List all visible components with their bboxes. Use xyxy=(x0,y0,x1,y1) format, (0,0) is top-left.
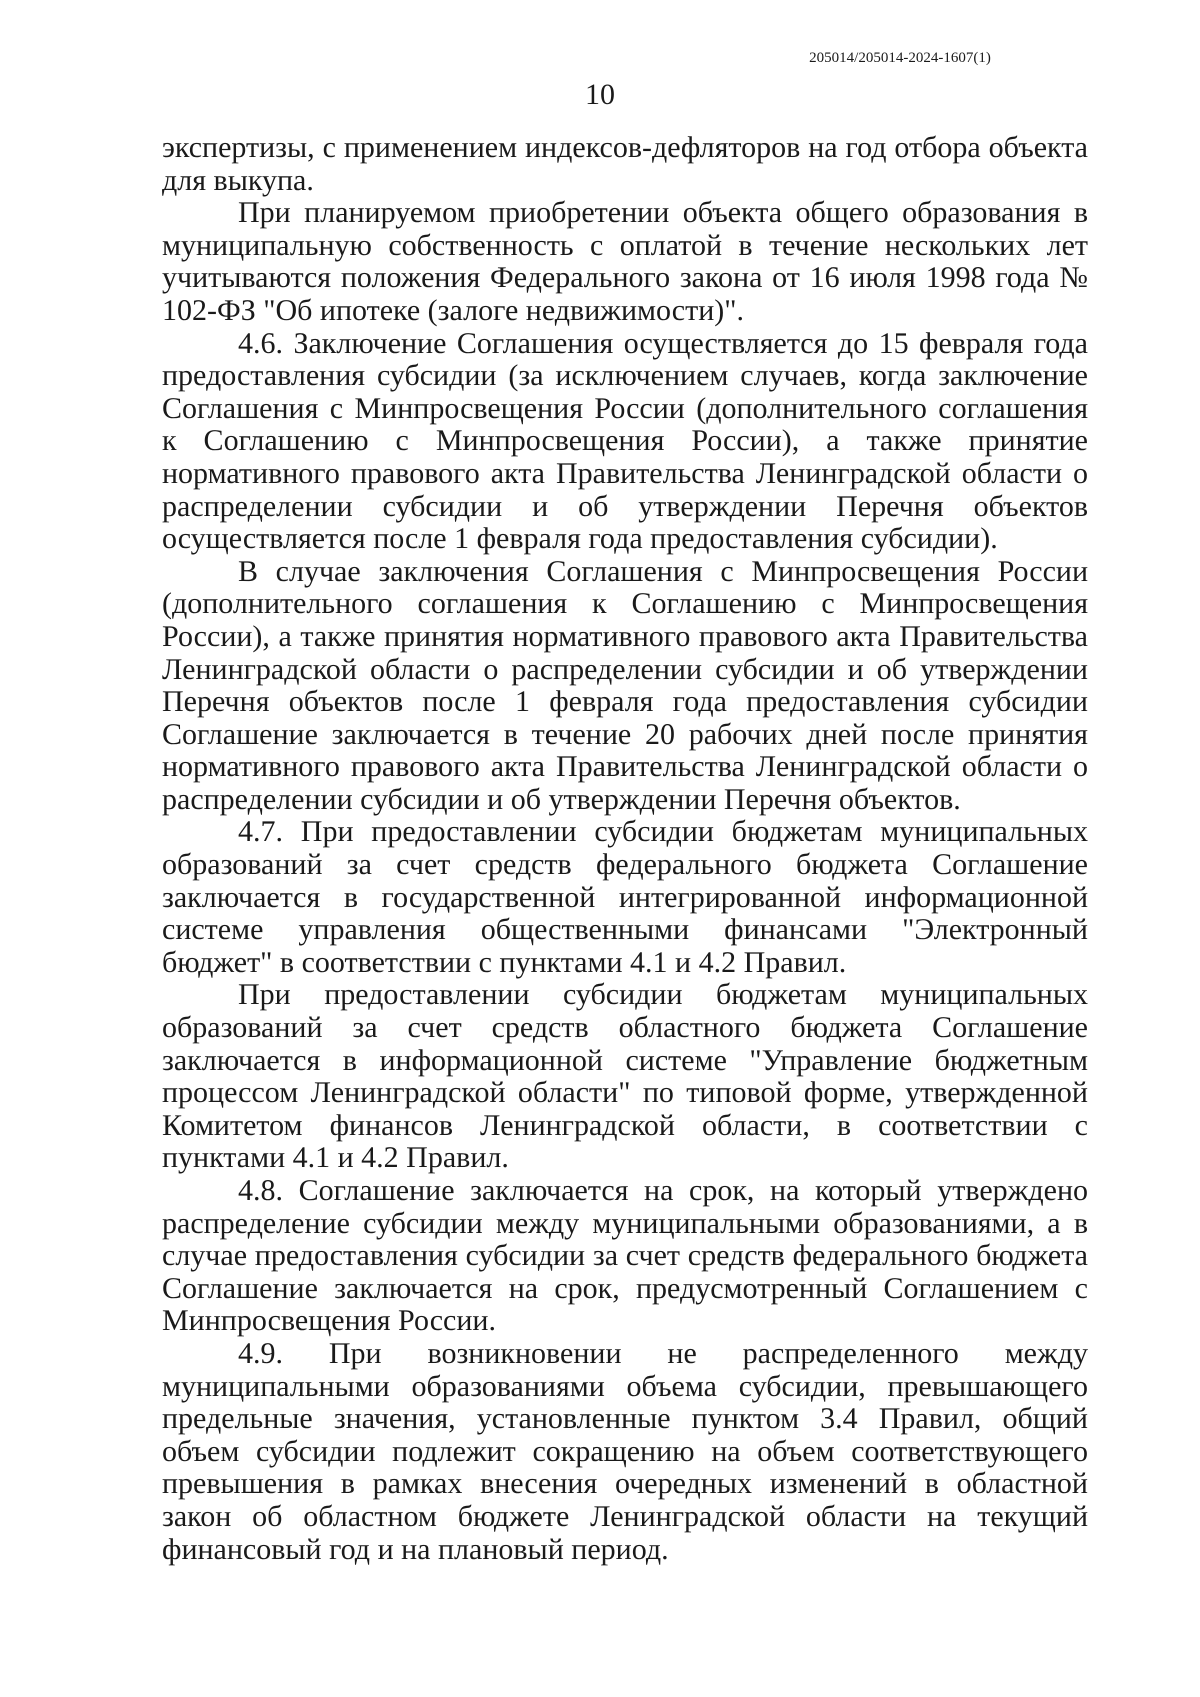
paragraph: экспертизы, с применением индексов-дефляторов на год отбора объекта для выкупа. xyxy=(162,131,1088,197)
document-body xyxy=(162,132,1088,1566)
paragraph: 4.8. Соглашение заключается на срок, на который утверждено распределение субсидии между муниципальными образованиями, а в случае предоставления субсидии за счет средств федерального бюджета Соглашение заключается на срок, предусмотренный Соглашением с Минпросвещения России. xyxy=(162,1174,1088,1338)
paragraph: При планируемом приобретении объекта общего образования в муниципальную собственность с оплатой в течение нескольких лет учитываются положения Федерального закона от 16 июля 1998 года № 102-ФЗ "Об ипотеке (залоге недвижимости)". xyxy=(162,196,1088,327)
paragraph: В случае заключения Соглашения с Минпросвещения России (дополнительного соглашения к Соглашению с Минпросвещения России), а также принятия нормативного правового акта Правительства Ленинградской области о распределении субсидии и об утверждении Перечня объектов после 1 февраля года предоставления субсидии Соглашение заключается в течение 20 рабочих дней после принятия нормативного правового акта Правительства Ленинградской области о распределении субсидии и об утверждении Перечня объектов. xyxy=(162,554,1088,816)
document-id: 205014/205014-2024-1607(1) xyxy=(809,50,991,66)
paragraph: 4.7. При предоставлении субсидии бюджетам муниципальных образований за счет средств федерального бюджета Соглашение заключается в государственной интегрированной информационной системе управления общественными финансами "Электронный бюджет" в соответствии с пунктами 4.1 и 4.2 Правил. xyxy=(162,815,1088,979)
paragraph: 4.6. Заключение Соглашения осуществляется до 15 февраля года предоставления субсидии (за исключением случаев, когда заключение Соглашения с Минпросвещения России (дополнительного соглашения к Соглашению с Минпросвещения России), а также принятие нормативного правового акта Правительства Ленинградской области о распределении субсидии и об утверждении Перечня объектов осуществляется после 1 февраля года предоставления субсидии). xyxy=(162,326,1088,556)
paragraph: 4.9. При возникновении не распределенного между муниципальными образованиями объема субсидии, превышающего предельные значения, установленные пунктом 3.4 Правил, общий объем субсидии подлежит сокращению на объем соответствующего превышения в рамках внесения очередных изменений в областной закон об областном бюджете Ленинградской области на текущий финансовый год и на плановый период. xyxy=(162,1336,1088,1566)
paragraph: При предоставлении субсидии бюджетам муниципальных образований за счет средств областного бюджета Соглашение заключается в информационной системе "Управление бюджетным процессом Ленинградской области" по типовой форме, утвержденной Комитетом финансов Ленинградской области, в соответствии с пунктами 4.1 и 4.2 Правил. xyxy=(162,978,1088,1175)
page-number: 10 xyxy=(585,78,615,111)
